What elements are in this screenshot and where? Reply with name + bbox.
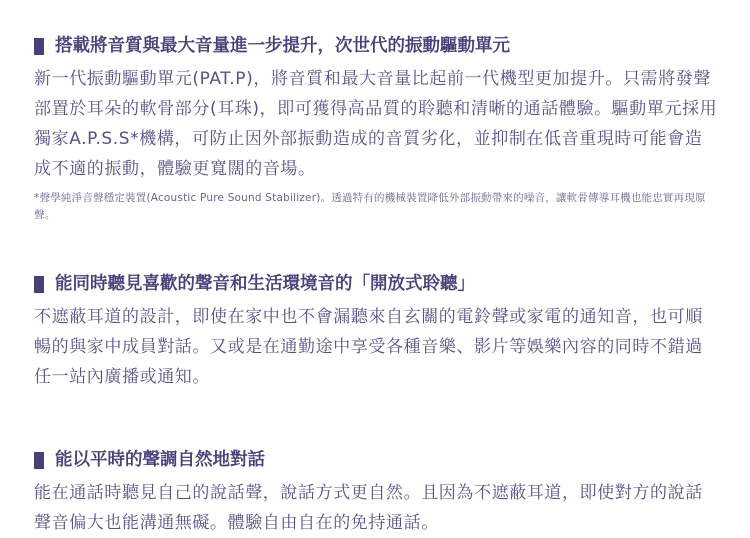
section-heading-text: 搭載將音質與最大音量進一步提升，次世代的振動驅動單元 [55, 36, 510, 56]
section-body: 新一代振動驅動單元(PAT.P)，將音質和最大音量比起前一代機型更加提升。只需將發聲部置於耳朵的軟骨部分(耳珠)，即可獲得高品質的聆聽和清晰的通話體驗。驅動單元採用獨家A.P.S.S*機構，可防止因外部振動造成的音質劣化，並抑制在低音重現時可能會造成不適的振動，體驗更寬闊的音場。 [34, 69, 718, 179]
section-heading-text: 能以平時的聲調自然地對話 [55, 450, 265, 470]
heading-bar-icon [34, 38, 44, 55]
section-body: 不遮蔽耳道的設計，即使在家中也不會漏聽來自玄關的電鈴聲或家電的通知音，也可順暢的與家中成員對話。又或是在通勤途中享受各種音樂、影片等娛樂內容的同時不錯過任一站內廣播或通知。 [34, 307, 703, 387]
section-body: 能在通話時聽見自己的說話聲，說話方式更自然。且因為不遮蔽耳道，即使對方的說話聲音偏大也能溝通無礙。體驗自由自在的免持通話。 [34, 483, 703, 533]
section-footnote: *聲學純淨音聲穩定裝置(Acoustic Pure Sound Stabilizer)。透過特有的機械裝置降低外部振動帶來的噪音，讓軟骨傳導耳機也能忠實再現原聲。 [34, 192, 706, 221]
section-heading [34, 448, 720, 472]
feature-section-open-listening [34, 272, 720, 392]
heading-bar-icon [34, 276, 44, 293]
section-heading [34, 34, 720, 58]
heading-bar-icon [34, 452, 44, 469]
section-heading-text: 能同時聽見喜歡的聲音和生活環境音的「開放式聆聽」 [55, 274, 475, 294]
section-heading [34, 272, 720, 296]
feature-section-natural-conversation [34, 448, 720, 538]
feature-section-driver-unit [34, 34, 720, 224]
